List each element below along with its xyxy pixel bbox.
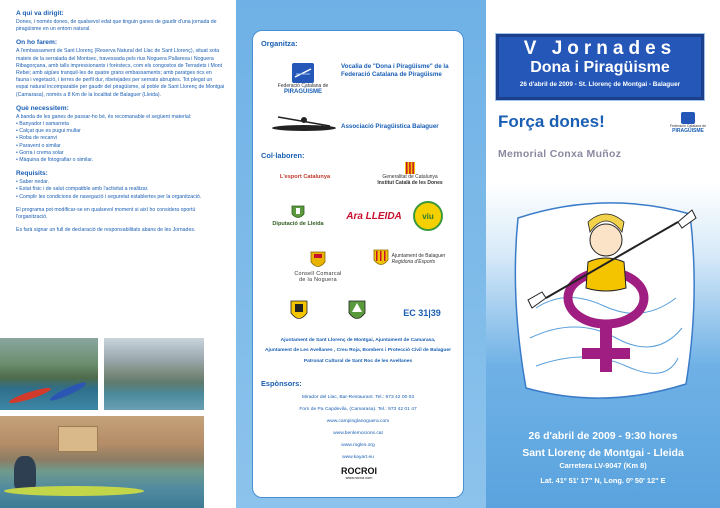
rocroi-logo: ROCROI www.rocroi.com [341,466,377,480]
heading-requirements: Requisits: [16,170,48,178]
paddler-woman-illustration [506,188,702,412]
list-item: • Roba de recanvi [16,135,226,142]
diputacio-lleida-logo: Diputació de Lleida [263,199,333,233]
photo-kayaker-village [0,416,204,508]
esponsor-line: Forn de Pa Capdevila, (Camarasa). Tel.: 973 42 01 47 [299,407,417,412]
red-kayak-shape [8,385,52,405]
left-panel [0,0,236,508]
list-item: • Calçat que es pugui mullar [16,128,226,135]
ec-logo: EC 31|39 [403,308,441,318]
info-text-column [16,10,226,234]
kayaker-figure [14,456,36,490]
municipal-shield-icon [290,300,308,324]
list-item: • Gorra i crema solar [16,150,226,157]
blue-kayak-shape [48,380,87,403]
slogan: Força dones! [498,112,605,131]
green-kayak-shape [4,486,144,496]
title-line2: Dona i Piragüisme [530,59,670,76]
section-organitza: Organitza: [261,39,298,48]
organizers-card [252,30,464,498]
memorial-subtitle: Memorial Conxa Muñoz [498,148,622,160]
title-line1: V Jornades [523,38,677,59]
list-item: • Paravent o similar [16,143,226,150]
balaguer-shield-icon [373,249,389,269]
municipal-shield-icon [348,300,366,324]
list-item: • Banyador i samarreta [16,121,226,128]
event-place: Sant Llorenç de Montgai - Lleida [522,447,684,459]
text-signature: Es farà signar un full de declaració de responsabilitats abans de les Jornades. [16,227,196,234]
apb-logo [267,113,341,135]
house-shape [58,426,98,452]
diputacio-shield-icon [291,205,305,221]
ara-lleida-logo: Ara LLEIDA [346,210,402,222]
apb-organizer-text: Associació Piragüística Balaguer [341,123,439,130]
fcp-mini-emblem-icon [681,112,695,124]
municipal-shield-logo-1 [289,299,309,325]
section-col-laboren: Col·laboren: [261,151,305,160]
gencat-dones-logo: Generalitat de Catalunya Institut Català de les Dones [365,159,455,189]
sponsor-line: Ajuntament de Sant Llorenç de Montgai, Ajuntament de Camarasa, [280,338,436,343]
text-modification: El programa pot modificar-se en qualsevol moment si així ho considera oportú l'organització. [16,206,196,221]
heading-need: Què necessitem: [16,104,69,112]
sponsor-line: Patronat Cultural de Sant Roc de les Avellanes [303,359,413,364]
heading-where: On ho farem: [16,39,58,47]
esport-catalunya-logo: L'esport Catalunya [279,174,331,180]
heading-who: A qui va dirigit: [16,10,64,17]
section-esponsors: Espònsors: [261,379,302,388]
event-road: Carretera LV-9047 (Km 8) [559,461,647,470]
list-item: • Màquina de fotografiar o similar. [16,157,226,164]
title-subtitle: 26 d'abril de 2009 - St. Llorenç de Montgai - Balaguer [519,81,681,88]
photo-kayaks-shore [0,338,98,410]
municipal-shield-logo-2 [347,299,367,325]
fcp-logo [273,57,333,101]
consell-comarcal-logo: Consell Comarcal de la Noguera [283,241,353,293]
fcp-organizer-text: Vocalia de "Dona i Piragüisme" de la Federació Catalana de Piragüisme [341,63,449,78]
esponsor-link[interactable]: www.rogles.org [341,443,375,448]
photo-reservoir-mountains [104,338,204,410]
event-date-time: 26 d'abril de 2009 - 9:30 hores [528,430,678,442]
text-need: A banda de les ganes de passar-ho bé, és recomanable el següent material: [16,113,192,120]
paddler-silhouette-icon [268,114,340,134]
sponsor-line: Ajuntament de Les Avellanes , Creu Roja, Bombers i Protecció Civil de Balaguer [264,348,452,353]
esponsor-link[interactable]: www.benlemocions.cat [333,431,383,436]
requirements-list [16,179,226,201]
esponsor-link[interactable]: www.campinglanoguera.com [326,419,390,424]
esponsor-link[interactable]: www.kayart.eu [342,455,374,460]
fcp-logo-line1: Federació Catalana de [277,83,329,89]
need-list [16,121,226,164]
ajuntament-balaguer-logo: Ajuntament de Balaguer Regidoria d'Esports [363,245,455,273]
list-item: • Saber nedar. [16,179,226,186]
esponsor-line: Mirador del Llac, Bar-Restaurant. Tel.: 973 42 00 03 [301,395,415,400]
consell-shield-icon [310,251,326,271]
fcp-emblem-icon [292,63,314,83]
fcp-logo-line2: PIRAGÜISME [283,89,322,95]
text-who: Dones, i només dones, de qualsevol edat que tinguin ganes de gaudir d'una jornada de piragüisme en un entorn natural. [16,19,217,33]
event-coordinates: Lat. 41º 51' 17" N, Long. 0º 50' 12" E [540,476,666,485]
title-box [496,34,704,100]
text-where: A l'embassament de Sant Llorenç (Reserva Natural del Llac de Sant Llorenç), situat sota mateix de la serralada del Montsec, travessada pels rius Noguera Pallaresa i Noguera Ribagorçana, amb talls impressionants i forèstecs, com els congostos de Terradets i Mont Rebei; amb aigües tranquil·les de quatre grans embassaments; amb paratges rics en fauna i vegetació, i terres de perfil dur, ribetejades per sernats abruptes. Tot plegat un espai natural incomparable per gaudir del piragüisme, al poble de Sant Llorenç de Montgai (Camarasa), només a 8 Km de la localitat de Balaguer (Lleida). [16,48,225,98]
fcp-mini-logo: Federació Catalana de PIRAGÜISME [668,112,708,134]
viu-logo: viu [413,201,443,231]
list-item: • Complir les condicions de navegació i seguretat establertes per la organització. [16,194,226,201]
list-item: • Estat físic i de salut compatible amb l'activitat a realitzar. [16,186,226,193]
gencat-flag-icon [405,162,415,174]
